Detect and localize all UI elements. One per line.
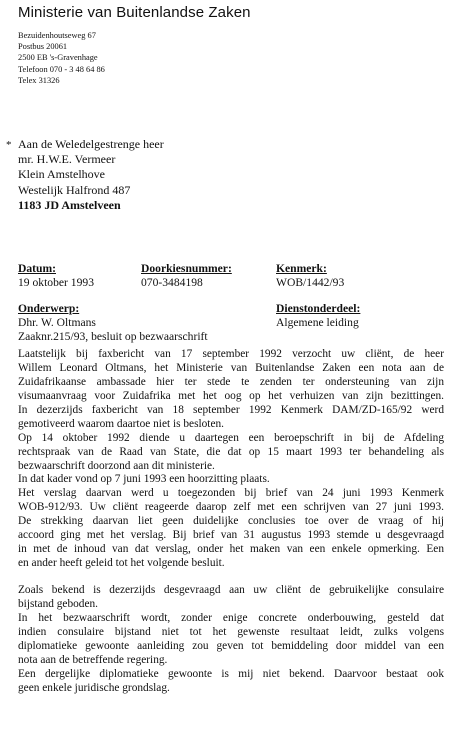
- body-line: Zuidafrikaanse ambassade hier ter stede te zenden ter ondersteuning van zijn: [18, 375, 444, 388]
- recipient-building: Klein Amstelhove: [18, 167, 105, 182]
- contact-telephone: Telefoon 070 - 3 48 64 86: [18, 64, 105, 74]
- recipient-salutation: Aan de Weledelgestrenge heer: [18, 137, 164, 151]
- kenmerk-label: Kenmerk:: [276, 262, 327, 275]
- contact-postbus: Postbus 20061: [18, 42, 68, 52]
- onderwerp-label: Onderwerp:: [18, 302, 80, 315]
- body-line: rechtspraak van de Raad van State, die dat op 15 maart 1993 ter behandeling als: [18, 445, 444, 458]
- recipient-name: mr. H.W.E. Vermeer: [18, 152, 116, 167]
- body-line: Laatstelijk bij faxbericht van 17 september 1992 verzocht uw cliënt, de heer: [18, 348, 444, 360]
- onderwerp-line-1: Dhr. W. Oltmans: [18, 316, 96, 329]
- body-line: gemotiveerd waarom daartoe niet is besloten.: [18, 417, 225, 430]
- body-line: bijstand geboden.: [18, 597, 99, 610]
- recipient-address: [18, 137, 164, 213]
- body-line: Zoals bekend is dezerzijds desgevraagd aan uw cliënt de gebruikelijke consulaire: [18, 584, 444, 596]
- kenmerk-value: WOB/1442/93: [276, 276, 345, 289]
- body-line: WOB-912/93. Uw cliënt reageerde daarop zelf met een schrijven van 27 juni 1993.: [18, 501, 444, 514]
- datum-block: [18, 262, 94, 290]
- body-line: nota aan de betreffende regering.: [18, 653, 168, 666]
- body-line: Willem Leonard Oltmans, het Ministerie van Buitenlandse Zaken een nota aan de: [18, 361, 444, 374]
- recipient-postcode-city: 1183 JD Amstelveen: [18, 197, 121, 212]
- doorkiesnummer-value: 070-3484198: [141, 276, 203, 289]
- body-line: indien consulaire bijstand niet tot het gewenste resultaat leidt, zulks volgens: [18, 625, 444, 638]
- ministry-contact-block: [18, 30, 105, 86]
- onderwerp-line-2: Zaaknr.215/93, besluit op bezwaarschrift: [18, 330, 208, 343]
- body-line: Het verslag daarvan werd u toegezonden bij brief van 24 juni 1993 Kenmerk: [18, 487, 444, 500]
- contact-postcode-city: 2500 EB 's-Gravenhage: [18, 53, 98, 63]
- body-line: in met de inhoud van dat verslag, onder het maken van een enkele opmerking. Een: [18, 543, 444, 556]
- kenmerk-block: [276, 262, 344, 290]
- body-line: diplomatieke gewoonte aanleiding zou geven tot bemiddeling door middel van een: [18, 639, 444, 652]
- ministry-name: Ministerie van Buitenlandse Zaken: [18, 4, 251, 21]
- dienstonderdeel-label: Dienstonderdeel:: [276, 302, 361, 315]
- recipient-mark: *: [6, 139, 12, 151]
- body-paragraph-2: [18, 584, 444, 696]
- paragraph-gap: [18, 571, 444, 584]
- body-line: en ander heeft geleid tot het volgende besluit.: [18, 557, 225, 570]
- body-line: In het bezwaarschrift wordt, zonder enige concrete onderbouwing, gesteld dat: [18, 611, 444, 624]
- body-line: In dat kader vond op 7 juni 1993 een hoorzitting plaats.: [18, 473, 270, 486]
- body-line: Op 14 oktober 1992 diende u daartegen een beroepschrift in bij de Afdeling: [18, 431, 444, 444]
- doorkiesnummer-label: Doorkiesnummer:: [141, 262, 232, 275]
- body-line: geen enkele juridische grondslag.: [18, 681, 170, 694]
- body-paragraph-1: [18, 348, 444, 571]
- dienstonderdeel-block: [276, 302, 360, 330]
- doorkiesnummer-block: [141, 262, 232, 290]
- body-line: Een dergelijke diplomatieke gewoonte is mij niet bekend. Daarvoor bestaat ook: [18, 667, 444, 680]
- datum-value: 19 oktober 1993: [18, 276, 94, 289]
- dienstonderdeel-value: Algemene leiding: [276, 316, 359, 329]
- body-line: accoord ging met het verslag. Bij brief van 31 augustus 1993 stemde u desgevraagd: [18, 529, 444, 542]
- contact-street: Bezuidenhoutseweg 67: [18, 31, 96, 40]
- recipient-street: Westelijk Halfrond 487: [18, 182, 131, 197]
- letter-body: [18, 348, 444, 696]
- body-line: visumaanvraag voor Zuidafrika met het oog op het verhuizen van zijn bezittingen.: [18, 389, 444, 402]
- body-line: bezwaarschrift doorzond aan dit ministerie.: [18, 459, 215, 472]
- contact-telex: Telex 31326: [18, 75, 60, 85]
- body-line: In dezerzijds faxbericht van 18 september 1992 Kenmerk DAM/ZD-165/92 werd: [18, 403, 444, 416]
- onderwerp-block: [18, 302, 208, 344]
- datum-label: Datum:: [18, 262, 56, 275]
- body-line: De strekking daarvan liet geen duidelijke conclusies toe over de vraag of hij: [18, 515, 444, 528]
